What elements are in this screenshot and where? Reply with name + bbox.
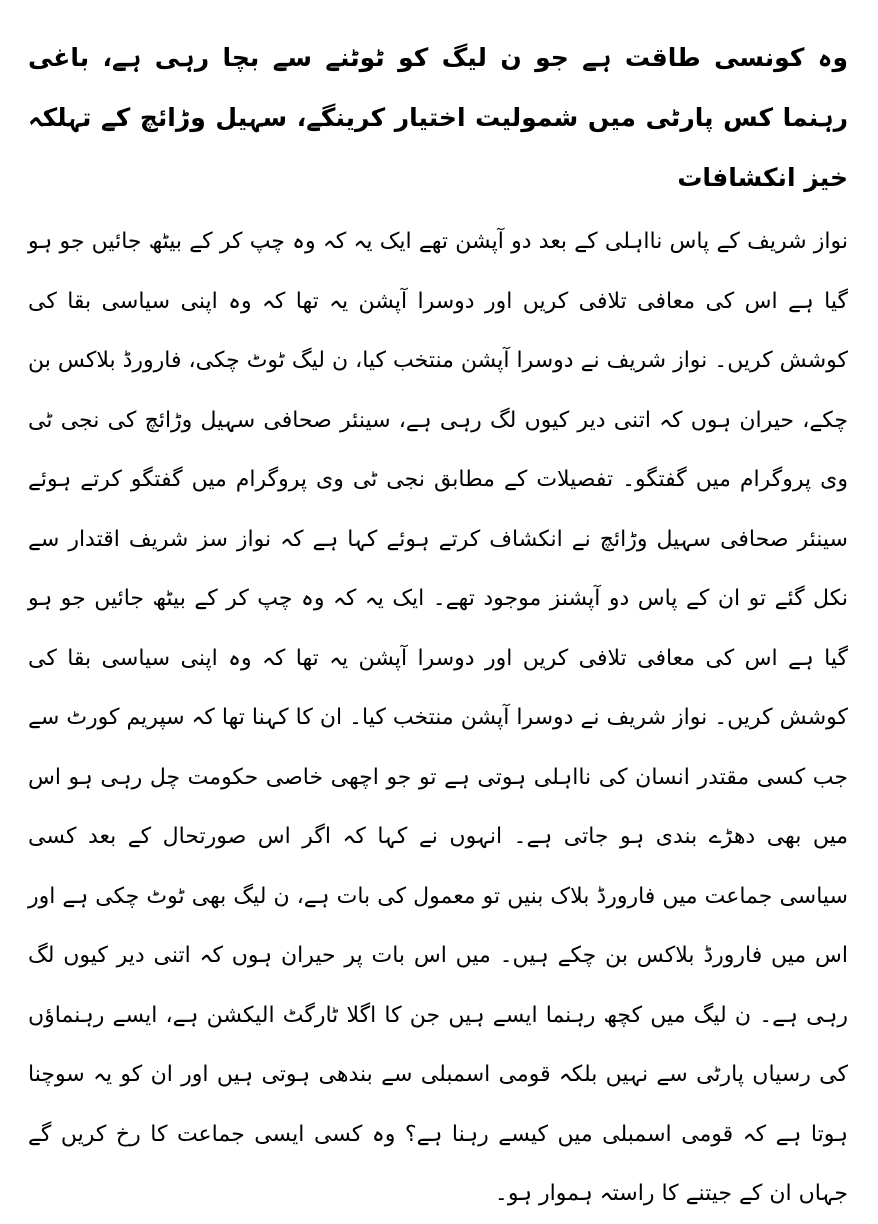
article-body: نواز شریف کے پاس نااہلی کے بعد دو آپشن تھے ایک یہ کہ وہ چپ کر کے بیٹھ جائیں جو ہو گیا ہے اس کی معافی تلافی کریں اور دوسرا آپشن یہ تھا کہ وہ اپنی سیاسی بقا کی کوشش کریں۔ نواز شریف نے دوسرا آپشن منتخب کیا، ن لیگ ٹوٹ چکی، فارورڈ بلاکس بن چکے، حیران ہوں کہ اتنی دیر کیوں لگ رہی ہے، سینئر صحافی سہیل وڑائچ کی نجی ٹی وی پروگرام میں گفتگو۔ تفصیلات کے مطابق نجی ٹی وی پروگرام میں گفتگو کرتے ہوئے سینئر صحافی سہیل وڑائچ نے انکشاف کرتے ہوئے کہا ہے کہ نواز سز شریف اقتدار سے نکل گئے تو ان کے پاس دو آپشنز موجود تھے۔ ایک یہ کہ وہ چپ کر کے بیٹھ جائیں جو ہو گیا ہے اس کی معافی تلافی کریں اور دوسرا آپشن یہ تھا کہ وہ اپنی سیاسی بقا کی کوشش کریں۔ نواز شریف نے دوسرا آپشن منتخب کیا۔ ان کا کہنا تھا کہ سپریم کورٹ سے جب کسی مقتدر انسان کی نااہلی ہوتی ہے تو جو اچھی خاصی حکومت چل رہی ہو اس میں بھی دھڑے بندی ہو جاتی ہے۔ انہوں نے کہا کہ اگر اس صورتحال کے بعد کسی سیاسی جماعت میں فارورڈ بلاک بنیں تو معمول کی بات ہے، ن لیگ بھی ٹوٹ چکی ہے اور اس میں فارورڈ بلاکس بن چکے ہیں۔ میں اس بات پر حیران ہوں کہ اتنی دیر کیوں لگ رہی ہے۔ ن لیگ میں کچھ رہنما ایسے ہیں جن کا اگلا ٹارگٹ الیکشن ہے، ایسے رہنماؤں کی رسیاں پارٹی سے نہیں بلکہ قومی اسمبلی سے بندھی ہوتی ہیں اور ان کو یہ سوچنا ہوتا ہے کہ قومی اسمبلی میں کیسے رہنا ہے؟ وہ کسی ایسی جماعت کا رخ کریں گے جہاں ان کے جیتنے کا راستہ ہموار ہو۔ xyxy=(28,229,848,1206)
article xyxy=(28,28,848,1224)
article-headline: وہ کونسی طاقت ہے جو ن لیگ کو ٹوٹنے سے بچا رہی ہے، باغی رہنما کس پارٹی میں شمولیت اختیار کرینگے، سہیل وڑائچ کے تہلکہ خیز انکشافات xyxy=(28,43,848,192)
